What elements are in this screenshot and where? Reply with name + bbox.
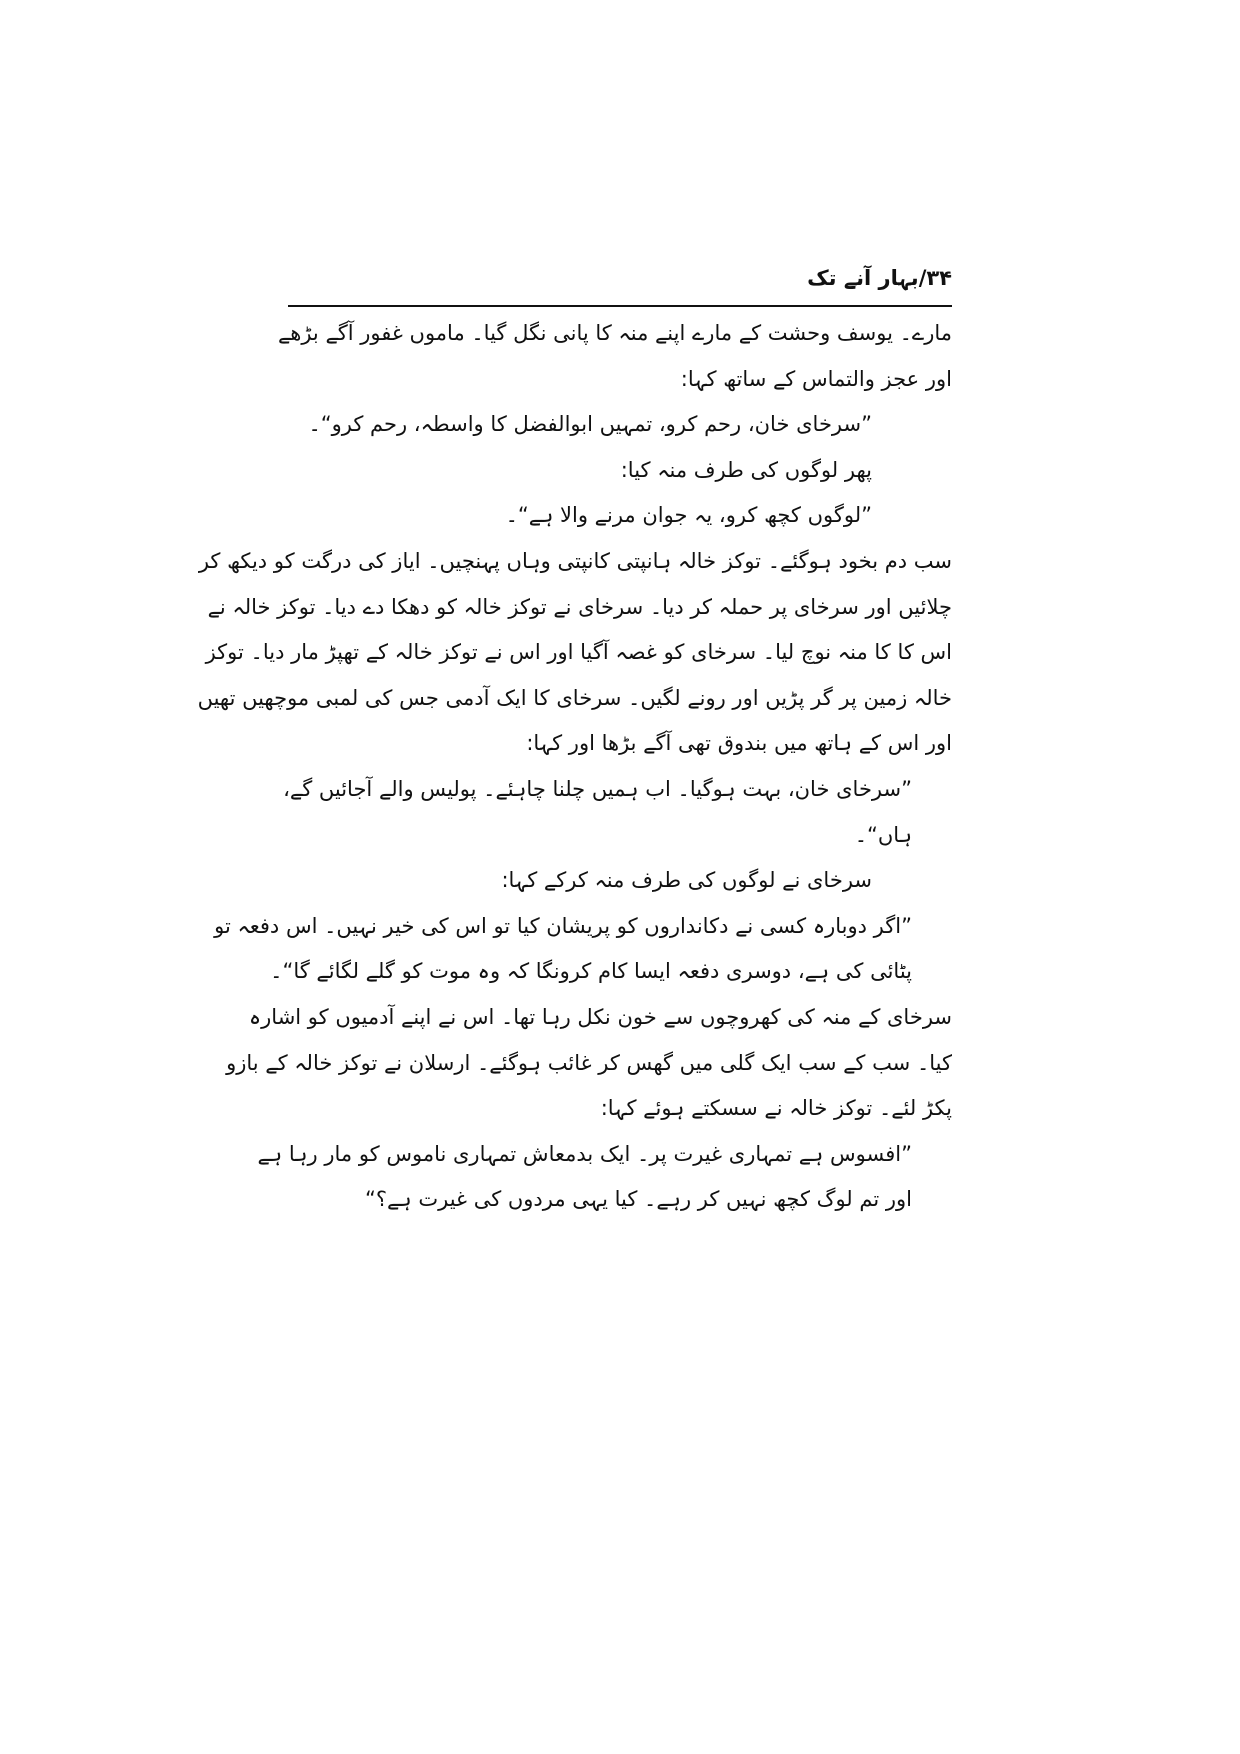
- text-line: کیا۔ سب کے سب ایک گلی میں گھس کر غائب ہوگئے۔ ارسلان نے توکز خالہ کے بازو: [226, 1050, 952, 1075]
- text-line: ”لوگوں کچھ کرو، یہ جوان مرنے والا ہے“۔: [505, 503, 872, 528]
- header-divider: [288, 305, 952, 307]
- text-line: اور تم لوگ کچھ نہیں کر رہے۔ کیا یہی مردوں کی غیرت ہے؟“: [365, 1187, 912, 1212]
- text-line: چلائیں اور سرخای پر حملہ کر دیا۔ سرخای نے توکز خالہ کو دھکا دے دیا۔ توکز خالہ نے: [207, 594, 952, 619]
- text-line: ”سرخای خان، رحم کرو، تمہیں ابوالفضل کا واسطہ، رحم کرو“۔: [308, 412, 872, 437]
- text-line: پکڑ لئے۔ توکز خالہ نے سسکتے ہوئے کہا:: [600, 1096, 952, 1121]
- text-line: پٹائی کی ہے، دوسری دفعہ ایسا کام کرونگا کہ وہ موت کو گلے لگائے گا“۔: [270, 959, 912, 984]
- text-line: پھر لوگوں کی طرف منہ کیا:: [620, 457, 872, 482]
- text-line: اور اس کے ہاتھ میں بندوق تھی آگے بڑھا اور کہا:: [526, 731, 952, 756]
- text-line: اس کا کا منہ نوچ لیا۔ سرخای کو غصہ آگیا اور اس نے توکز خالہ کے تھپڑ مار دیا۔ توکز: [205, 640, 952, 665]
- page-header: [288, 262, 952, 302]
- text-line: سرخای نے لوگوں کی طرف منہ کرکے کہا:: [501, 868, 872, 893]
- text-line: سرخای کے منہ کی کھروچوں سے خون نکل رہا تھا۔ اس نے اپنے آدمیوں کو اشارہ: [248, 1005, 952, 1029]
- text-line: ہاں“۔: [854, 822, 912, 847]
- text-line: ”سرخای خان، بہت ہوگیا۔ اب ہمیں چلنا چاہئے۔ پولیس والے آجائیں گے،: [283, 777, 912, 801]
- text-line: مارے۔ یوسف وحشت کے مارے اپنے منہ کا پانی نگل گیا۔ ماموں غفور آگے بڑھے: [277, 321, 952, 345]
- text-line: ”افسوس ہے تمہاری غیرت پر۔ ایک بدمعاش تمہاری ناموس کو مار رہا ہے: [257, 1141, 912, 1166]
- text-line: خالہ زمین پر گر پڑیں اور رونے لگیں۔ سرخای کا ایک آدمی جس کی لمبی موچھیں تھیں: [197, 685, 952, 710]
- running-head: ۳۴/بہار آنے تک: [807, 266, 952, 290]
- text-line: ”اگر دوبارہ کسی نے دکانداروں کو پریشان کیا تو اس کی خیر نہیں۔ اس دفعہ تو: [214, 913, 912, 938]
- text-line: اور عجز والتماس کے ساتھ کہا:: [680, 366, 952, 391]
- text-line: سب دم بخود ہوگئے۔ توکز خالہ ہانپتی کانپتی وہاں پہنچیں۔ ایاز کی درگت کو دیکھ کر: [198, 549, 952, 573]
